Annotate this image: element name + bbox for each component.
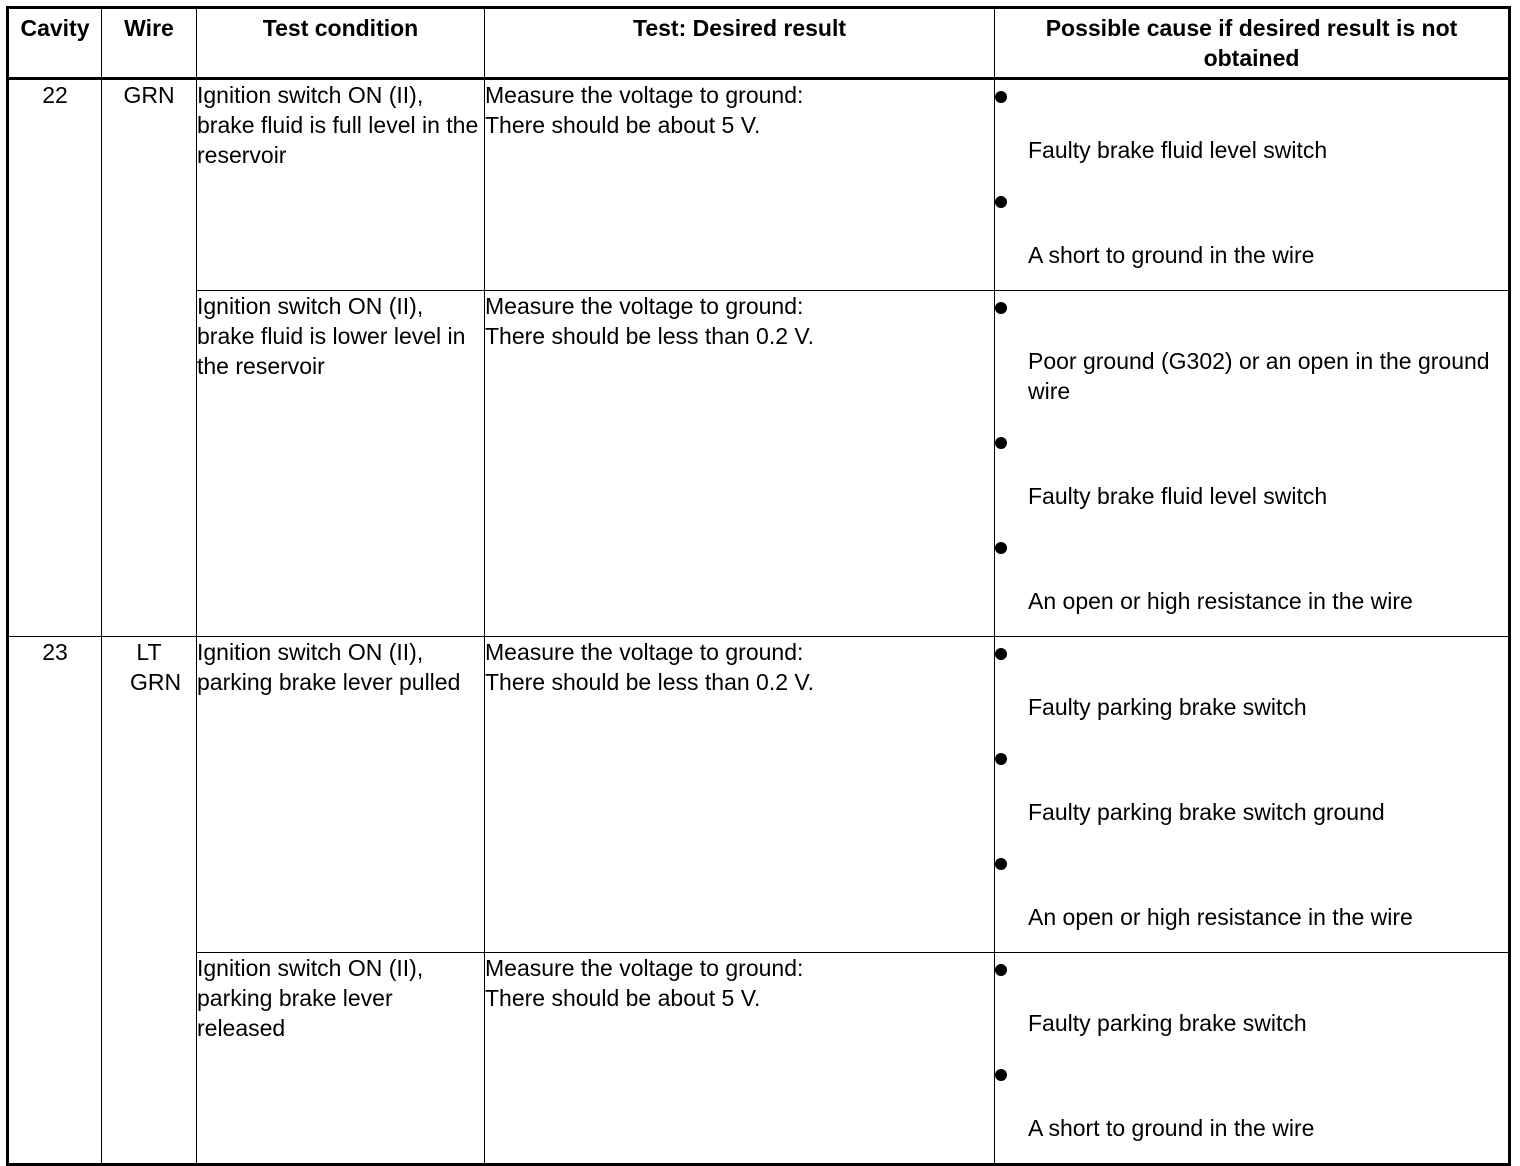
test-condition-cell: Ignition switch ON (II), brake fluid is lower level in the reservoir: [197, 291, 485, 637]
cause-item: Faulty brake fluid level switch: [1028, 137, 1328, 163]
result-line: Measure the voltage to ground:: [485, 955, 804, 981]
desired-result-cell: [485, 953, 995, 1165]
result-line: There should be less than 0.2 V.: [485, 323, 815, 349]
cavity-cell: 23: [8, 637, 102, 1165]
possible-cause-cell: [995, 637, 1510, 953]
result-line: There should be about 5 V.: [485, 112, 761, 138]
desired-result-cell: [485, 79, 995, 291]
test-condition-cell: Ignition switch ON (II), brake fluid is full level in the reservoir: [197, 79, 485, 291]
header-test-condition: Test condition: [197, 8, 485, 79]
cause-item: An open or high resistance in the wire: [1028, 588, 1413, 614]
test-condition-cell: Ignition switch ON (II), parking brake lever released: [197, 953, 485, 1165]
bullet-icon: [995, 291, 1508, 321]
cause-item: Poor ground (G302) or an open in the ground wire: [1028, 348, 1490, 404]
result-line: Measure the voltage to ground:: [485, 293, 804, 319]
possible-cause-cell: [995, 79, 1510, 291]
result-line: There should be less than 0.2 V.: [485, 669, 815, 695]
wire-cell: LT GRN: [102, 637, 197, 1165]
result-line: Measure the voltage to ground:: [485, 82, 804, 108]
desired-result-cell: [485, 291, 995, 637]
test-condition-cell: Ignition switch ON (II), parking brake lever pulled: [197, 637, 485, 953]
wire-cell: GRN: [102, 79, 197, 637]
header-wire: Wire: [102, 8, 197, 79]
cause-item: A short to ground in the wire: [1028, 1115, 1315, 1141]
bullet-icon: [995, 1058, 1508, 1088]
bullet-icon: [995, 637, 1508, 667]
cavity-cell: 22: [8, 79, 102, 637]
cause-item: Faulty parking brake switch ground: [1028, 799, 1385, 825]
bullet-icon: [995, 185, 1508, 215]
possible-cause-cell: [995, 953, 1510, 1165]
header-desired-result: Test: Desired result: [485, 8, 995, 79]
cause-item: Faulty brake fluid level switch: [1028, 483, 1328, 509]
result-line: Measure the voltage to ground:: [485, 639, 804, 665]
cause-item: Faulty parking brake switch: [1028, 694, 1307, 720]
diagnostic-table: [6, 6, 1511, 1166]
bullet-icon: [995, 847, 1508, 877]
bullet-icon: [995, 742, 1508, 772]
bullet-icon: [995, 80, 1508, 110]
table-row: [8, 953, 1510, 1165]
header-row: [8, 8, 1510, 79]
bullet-icon: [995, 531, 1508, 561]
table-row: [8, 637, 1510, 953]
table-row: [8, 79, 1510, 291]
bullet-icon: [995, 426, 1508, 456]
cause-item: Faulty parking brake switch: [1028, 1010, 1307, 1036]
header-possible-cause: Possible cause if desired result is not obtained: [995, 8, 1510, 79]
bullet-icon: [995, 953, 1508, 983]
table-row: [8, 291, 1510, 637]
header-cavity: Cavity: [8, 8, 102, 79]
cause-item: A short to ground in the wire: [1028, 242, 1315, 268]
result-line: There should be about 5 V.: [485, 985, 761, 1011]
desired-result-cell: [485, 637, 995, 953]
cause-item: An open or high resistance in the wire: [1028, 904, 1413, 930]
possible-cause-cell: [995, 291, 1510, 637]
